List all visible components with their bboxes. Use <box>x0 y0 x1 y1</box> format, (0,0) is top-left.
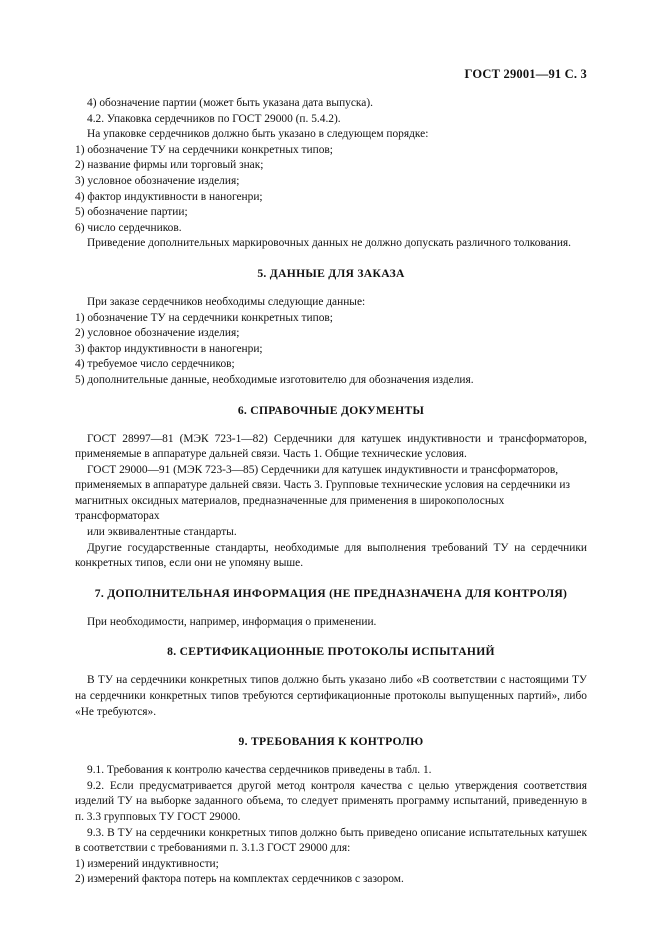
section-6-paragraph: ГОСТ 29000—91 (МЭК 723-3—85) Сердечники для катушек индуктивности и трансформаторов, применяемых в аппаратуре дальней связи. Часть 3. Групповые технические условия на сердечники из магнитных оксидных материалов, предназначенные для применения в широкополосных трансформаторах <box>75 463 570 523</box>
section-6-paragraph: ГОСТ 28997—81 (МЭК 723-1—82) Сердечники для катушек индуктивности и трансформаторов, применяемые в аппаратуре дальней связи. Часть 1. Общие технические условия. <box>75 432 587 461</box>
intro-paragraph: Приведение дополнительных маркировочных данных не должно допускать различного толкования. <box>87 237 572 250</box>
section-7-title: 7. ДОПОЛНИТЕЛЬНАЯ ИНФОРМАЦИЯ (НЕ ПРЕДНАЗНАЧЕНА ДЛЯ КОНТРОЛЯ) <box>94 586 568 600</box>
intro-list-item: 6) число сердечников. <box>75 221 182 234</box>
section-8-title: 8. СЕРТИФИКАЦИОННЫЕ ПРОТОКОЛЫ ИСПЫТАНИЙ <box>167 645 495 659</box>
intro-list-item: 5) обозначение партии; <box>75 206 188 219</box>
section-5-list-item: 5) дополнительные данные, необходимые изготовителю для обозначения изделия. <box>75 373 474 386</box>
section-6-title: 6. СПРАВОЧНЫЕ ДОКУМЕНТЫ <box>237 403 425 417</box>
section-9-list-item: 2) измерений фактора потерь на комплектах сердечников с зазором. <box>75 873 404 886</box>
intro-list-item: 3) условное обозначение изделия; <box>75 174 240 187</box>
section-5-list-item: 3) фактор индуктивности в наногенри; <box>75 342 263 355</box>
section-7-paragraph: При необходимости, например, информация о применении. <box>87 615 377 628</box>
section-5-title: 5. ДАННЫЕ ДЛЯ ЗАКАЗА <box>257 266 405 280</box>
section-9-list-item: 1) измерений индуктивности; <box>75 857 219 870</box>
section-5-list-item: 4) требуемое число сердечников; <box>75 358 235 371</box>
section-6-paragraph: или эквивалентные стандарты. <box>87 526 237 539</box>
section-5-list-item: 1) обозначение ТУ на сердечники конкретных типов; <box>75 311 333 324</box>
section-9-paragraph: 9.1. Требования к контролю качества сердечников приведены в табл. 1. <box>87 764 432 777</box>
intro-list-item: 1) обозначение ТУ на сердечники конкретных типов; <box>75 143 333 156</box>
intro-line: На упаковке сердечников должно быть указано в следующем порядке: <box>87 128 429 141</box>
section-8-paragraph: В ТУ на сердечники конкретных типов должно быть указано либо «В соответствии с настоящими ТУ на сердечники конкретных типов требуются сертификационные протоколы выпущенных партий», либо «Не требуются». <box>75 674 587 718</box>
section-9-paragraph: 9.2. Если предусматривается другой метод контроля качества с целью утверждения соответствия изделий ТУ на выборке заданного объема, то следует применять программу испытаний, приведенную в п. 3.3 групповых ТУ ГОСТ 29000. <box>75 779 587 823</box>
section-5-line: При заказе сердечников необходимы следующие данные: <box>87 295 366 308</box>
section-9-title: 9. ТРЕБОВАНИЯ К КОНТРОЛЮ <box>238 735 424 749</box>
page-content <box>75 96 587 888</box>
section-9-paragraph: 9.3. В ТУ на сердечники конкретных типов должно быть приведено описание испытательных катушек в соответствии с требованиями п. 3.1.3 ГОСТ 29000 для: <box>75 826 587 855</box>
section-6-paragraph: Другие государственные стандарты, необходимые для выполнения требований ТУ на сердечники конкретных типов, если они не упомяну выше. <box>75 541 587 570</box>
intro-line: 4) обозначение партии (может быть указана дата выпуска). <box>87 97 373 109</box>
section-5-list-item: 2) условное обозначение изделия; <box>75 327 240 340</box>
intro-list-item: 4) фактор индуктивности в наногенри; <box>75 190 263 203</box>
page-header: ГОСТ 29001—91 С. 3 <box>464 67 587 81</box>
intro-list-item: 2) название фирмы или торговый знак; <box>75 159 264 172</box>
intro-line: 4.2. Упаковка сердечников по ГОСТ 29000 (п. 5.4.2). <box>87 112 341 125</box>
